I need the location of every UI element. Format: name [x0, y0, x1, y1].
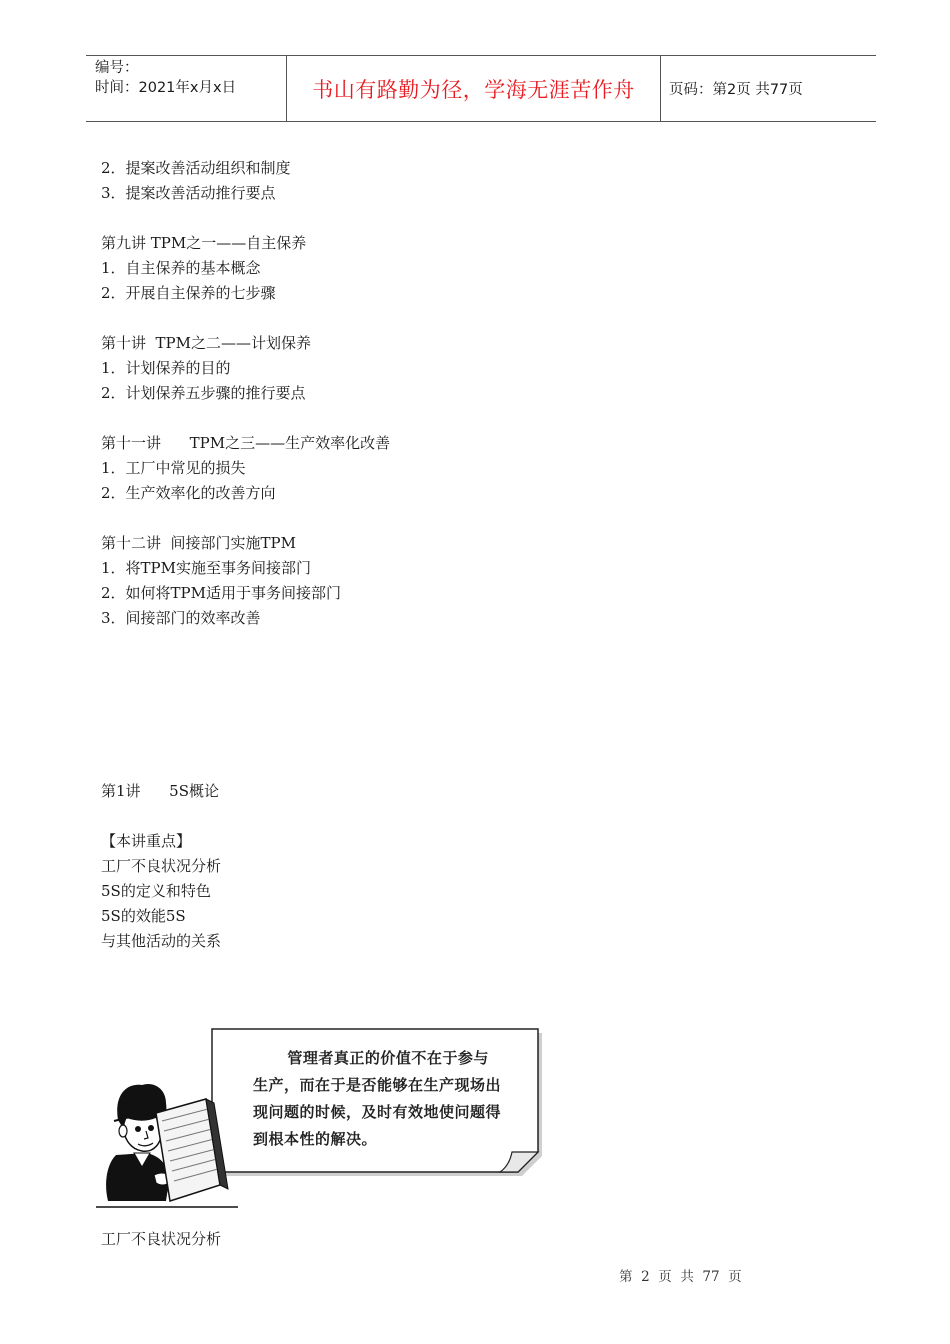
- bubble-line: 管理者真正的价值不在于参与: [253, 1049, 489, 1067]
- bubble-line: 现问题的时候，及时有效地使问题得: [253, 1103, 502, 1121]
- outline-line: 3．提案改善活动推行要点: [101, 184, 276, 202]
- outline-line: 1．工厂中常见的损失: [101, 459, 246, 477]
- header-motto: 书山有路勤为径，学海无涯苦作舟: [312, 77, 635, 102]
- outline-group: [101, 156, 801, 206]
- header-meta: [86, 56, 287, 121]
- outline-content: [101, 156, 801, 631]
- outline-group: [101, 531, 801, 631]
- time-label: 时间：2021年x月x日: [95, 80, 237, 96]
- lecture-heading: 第十二讲 间接部门实施TPM: [101, 534, 296, 552]
- lecture-heading: 第十讲 TPM之二——计划保养: [101, 334, 311, 352]
- outline-line: 2．提案改善活动组织和制度: [101, 159, 291, 177]
- number-label: 编号：: [95, 60, 139, 76]
- page-footer: 第 2 页 共 77 页: [619, 1269, 742, 1285]
- lecture-heading: 第十一讲 TPM之三——生产效率化改善: [101, 434, 391, 452]
- outline-line: 2．计划保养五步骤的推行要点: [101, 384, 306, 402]
- key-points: [101, 829, 221, 954]
- outline-line: 1．自主保养的基本概念: [101, 259, 261, 277]
- key-point-item: 工厂不良状况分析: [101, 857, 222, 875]
- key-point-item: 与其他活动的关系: [101, 932, 222, 950]
- character-figure: [106, 1084, 172, 1201]
- header-page-info: 页码：第2页 共77页: [669, 82, 803, 98]
- outline-line: 3．间接部门的效率改善: [101, 609, 261, 627]
- outline-group: [101, 331, 801, 406]
- bubble-quote: [253, 1045, 523, 1153]
- lecture-heading: 第九讲 TPM之一——自主保养: [101, 234, 307, 252]
- section-heading: 工厂不良状况分析: [101, 1230, 222, 1248]
- outline-line: 1．将TPM实施至事务间接部门: [101, 559, 312, 577]
- outline-line: 1．计划保养的目的: [101, 359, 231, 377]
- key-point-item: 5S的定义和特色: [101, 882, 211, 900]
- bubble-line: 生产，而在于是否能够在生产现场出: [253, 1076, 502, 1094]
- outline-line: 2．开展自主保养的七步骤: [101, 284, 276, 302]
- outline-group: [101, 231, 801, 306]
- bubble-line: 到根本性的解决。: [253, 1130, 378, 1148]
- page-header: [86, 55, 876, 122]
- outline-line: 2．如何将TPM适用于事务间接部门: [101, 584, 342, 602]
- header-motto-cell: [287, 56, 661, 121]
- key-points-heading: 【本讲重点】: [101, 832, 192, 850]
- outline-line: 2．生产效率化的改善方向: [101, 484, 276, 502]
- key-point-item: 5S的效能5S: [101, 907, 186, 925]
- outline-group: [101, 431, 801, 506]
- lecture-title: 第1讲 5S概论: [101, 782, 219, 800]
